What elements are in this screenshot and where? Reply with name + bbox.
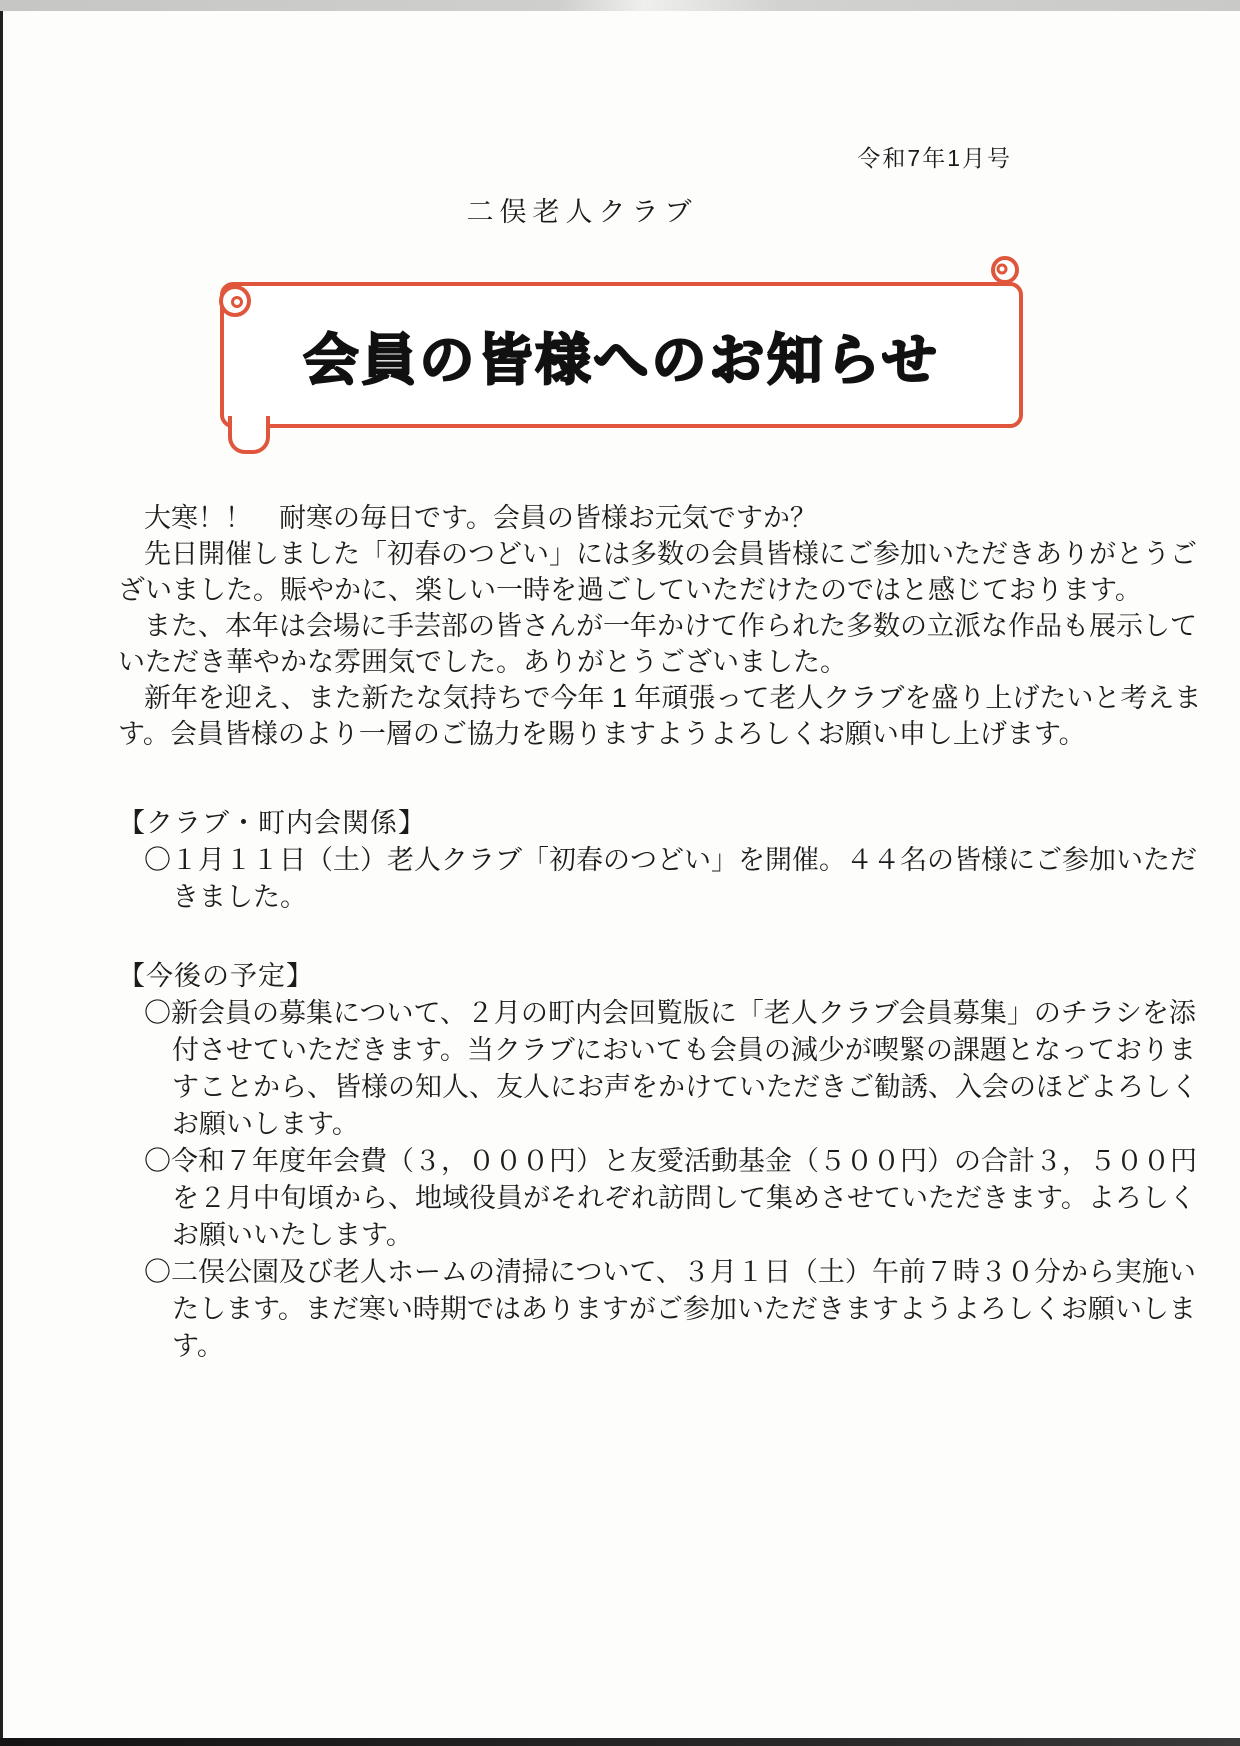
- scan-edge-top: [0, 0, 1240, 11]
- text-line: 先日開催しました「初春のつどい」には多数の会員皆様にご参加いただきありがとうご: [144, 539, 1197, 569]
- scan-edge-left: [0, 11, 3, 1746]
- text-line: いただき華やかな雰囲気でした。ありがとうございました。: [118, 647, 847, 677]
- text-line: す。: [172, 1331, 224, 1361]
- scroll-banner: [220, 282, 1023, 428]
- section-club-neighborhood: [118, 805, 1197, 916]
- text-line: す。会員皆様のより一層のご協力を賜りますようよろしくお願い申し上げます。: [118, 719, 1086, 749]
- text-line: たします。まだ寒い時期ではありますがご参加いただきますようよろしくお願いしま: [172, 1294, 1196, 1324]
- scan-edge-bottom: [0, 1738, 1240, 1746]
- text-line: 大寒！！ 耐寒の毎日です。会員の皆様お元気ですか？: [144, 503, 817, 533]
- text-line: 〇二俣公園及び老人ホームの清掃について、３月１日（土）午前７時３０分から実施い: [144, 1257, 1196, 1287]
- issue-label: 令和7年1月号: [857, 145, 1012, 171]
- section-heading: 【クラブ・町内会関係】: [118, 808, 426, 838]
- scroll-curl-right-icon: [984, 248, 1030, 288]
- intro-paragraph: [118, 500, 1202, 752]
- banner-title: 会員の皆様へのお知らせ: [303, 328, 940, 391]
- scroll-curl-left-icon: [214, 280, 258, 328]
- text-line: ざいました。賑やかに、楽しい一時を過ごしていただけたのではと感じております。: [118, 575, 1142, 605]
- text-line: きました。: [172, 882, 307, 912]
- text-line: 付させていただきます。当クラブにおいても会員の減少が喫緊の課題となっておりま: [172, 1035, 1196, 1065]
- text-line: お願いします。: [172, 1109, 359, 1139]
- club-name: 二俣老人クラブ: [466, 197, 698, 227]
- text-line: 新年を迎え、また新たな気持ちで今年 1 年頑張って老人クラブを盛り上げたいと考えま: [144, 683, 1202, 713]
- scroll-banner-tail: [228, 416, 270, 454]
- text-line: を２月中旬頃から、地域役員がそれぞれ訪問して集めさせていただきます。よろしく: [172, 1183, 1196, 1213]
- text-line: 〇１月１１日（土）老人クラブ「初春のつどい」を開催。４４名の皆様にご参加いただ: [144, 845, 1197, 875]
- text-line: また、本年は会場に手芸部の皆さんが一年かけて作られた多数の立派な作品も展示して: [144, 611, 1197, 641]
- text-line: すことから、皆様の知人、友人にお声をかけていただきご勧誘、入会のほどよろしく: [172, 1072, 1198, 1102]
- section-upcoming-schedule: [118, 958, 1198, 1365]
- text-line: 〇新会員の募集について、２月の町内会回覧版に「老人クラブ会員募集」のチラシを添: [144, 998, 1196, 1028]
- text-line: お願いいたします。: [172, 1220, 413, 1250]
- text-line: 〇令和７年度年会費（３，０００円）と友愛活動基金（５００円）の合計３，５００円: [144, 1146, 1197, 1176]
- section-heading: 【今後の予定】: [118, 961, 314, 991]
